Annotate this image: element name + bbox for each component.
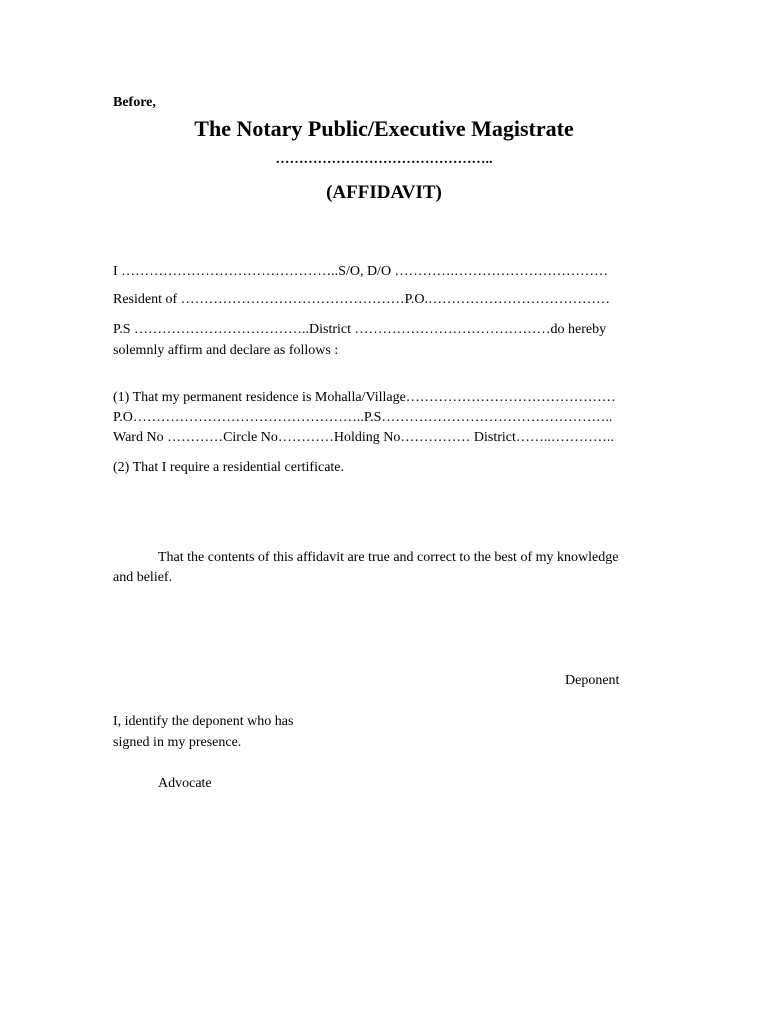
before-label: Before, bbox=[113, 95, 156, 110]
title-blank-line: ……………………………………….. bbox=[275, 152, 493, 167]
residence-line: Resident of …………………………………………P.O.………………………………… bbox=[113, 292, 610, 307]
identification-line-2: signed in my presence. bbox=[113, 735, 242, 750]
ps-district-line: P.S ………………………………..District ……………………………………do hereby bbox=[113, 322, 607, 337]
verification-line-2: and belief. bbox=[113, 570, 173, 585]
advocate-label: Advocate bbox=[158, 776, 212, 791]
deponent-label: Deponent bbox=[565, 673, 620, 688]
page-title: The Notary Public/Executive Magistrate bbox=[194, 116, 574, 141]
name-relation-line: I ………………………………………..S/O, D/O ………….…………………………… bbox=[113, 264, 609, 279]
clause-1-line-1: (1) That my permanent residence is Mohalla/Village……………………………………… bbox=[113, 390, 616, 405]
verification-line-1: That the contents of this affidavit are true and correct to the best of my knowledge bbox=[158, 550, 619, 565]
clause-1-line-3: Ward No …………Circle No…………Holding No…………… District……..………….. bbox=[113, 430, 614, 445]
affidavit-heading: (AFFIDAVIT) bbox=[326, 182, 442, 203]
clause-2: (2) That I require a residential certificate. bbox=[113, 460, 345, 475]
affirm-line: solemnly affirm and declare as follows : bbox=[113, 343, 339, 358]
identification-line-1: I, identify the deponent who has bbox=[113, 714, 294, 729]
clause-1-line-2: P.O…………………………………………..P.S………………………………………….. bbox=[113, 410, 613, 425]
